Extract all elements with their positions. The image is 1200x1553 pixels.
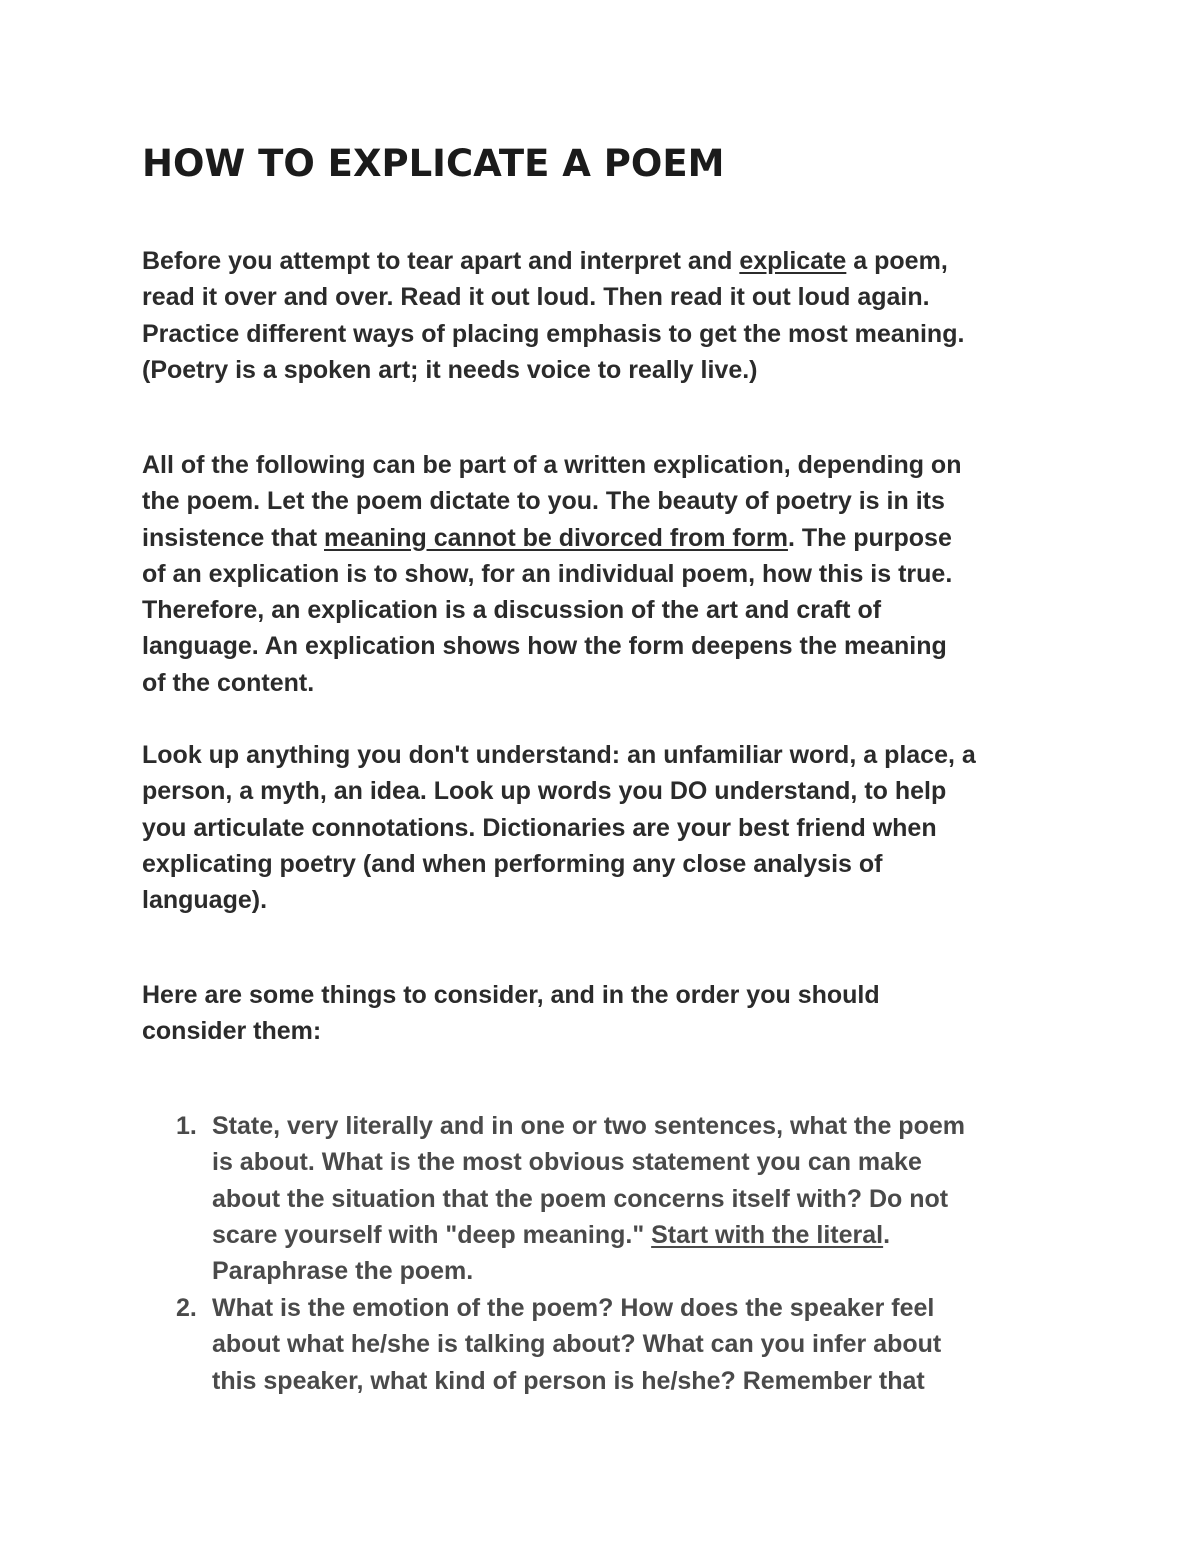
text-run: .: [883, 1220, 891, 1249]
paragraph-line: language).: [142, 886, 268, 915]
text-run: Before you attempt to tear apart and interpret and: [142, 247, 740, 275]
text-run: scare yourself with "deep meaning.": [212, 1220, 652, 1249]
list-item: [176, 1108, 1112, 1289]
list-item-line: What is the emotion of the poem? How does the speaker feel: [212, 1294, 935, 1322]
explication-purpose-paragraph: [142, 447, 1082, 701]
paragraph-line: language. An explication shows how the form deepens the meaning: [142, 632, 947, 661]
list-item-line: about the situation that the poem concerns itself with? Do not: [212, 1184, 949, 1213]
paragraph-line: read it over and over. Read it out loud. Then read it out loud again.: [142, 283, 930, 312]
look-up-paragraph: [142, 737, 1082, 918]
paragraph-line: of the content.: [142, 668, 315, 697]
list-item: [176, 1290, 1112, 1399]
list-item-line: [212, 1217, 1112, 1253]
paragraph-line: you articulate connotations. Dictionaries are your best friend when: [142, 813, 937, 842]
paragraph-line: Practice different ways of placing emphasis to get the most meaning.: [142, 319, 965, 348]
underlined-phrase-start-literal: Start with the literal: [651, 1220, 884, 1249]
paragraph-line: All of the following can be part of a written explication, depending on: [142, 451, 962, 479]
paragraph-line: explicating poetry (and when performing any close analysis of: [142, 849, 883, 878]
list-item-line: about what he/she is talking about? What can you infer about: [212, 1330, 942, 1359]
paragraph-line: Here are some things to consider, and in the order you should: [142, 981, 880, 1009]
paragraph-line: [142, 243, 1082, 279]
list-item-line: State, very literally and in one or two sentences, what the poem: [212, 1112, 965, 1140]
list-item-line: is about. What is the most obvious statement you can make: [212, 1148, 922, 1177]
text-run: insistence that: [142, 523, 324, 552]
page-title: HOW TO EXPLICATE A POEM: [142, 142, 725, 185]
paragraph-line: (Poetry is a spoken art; it needs voice to really live.): [142, 355, 758, 384]
paragraph-line: the poem. Let the poem dictate to you. The beauty of poetry is in its: [142, 487, 945, 516]
paragraph-line: Therefore, an explication is a discussion of the art and craft of: [142, 596, 882, 625]
paragraph-line: person, a myth, an idea. Look up words you DO understand, to help: [142, 777, 947, 806]
list-item-number: 1.: [176, 1112, 197, 1140]
paragraph-line: of an explication is to show, for an individual poem, how this is true.: [142, 559, 953, 588]
underlined-phrase-meaning-form: meaning cannot be divorced from form: [324, 523, 788, 552]
text-run: a poem,: [846, 247, 948, 275]
paragraph-line: [142, 520, 1082, 556]
text-run: . The purpose: [787, 523, 952, 552]
list-item-line: Paraphrase the poem.: [212, 1257, 474, 1286]
paragraph-line: consider them:: [142, 1017, 322, 1046]
list-item-number: 2.: [176, 1294, 197, 1322]
underlined-term-explicate: explicate: [739, 247, 847, 275]
intro-paragraph: [142, 243, 1082, 388]
list-item-line: this speaker, what kind of person is he/she? Remember that: [212, 1366, 925, 1395]
paragraph-line: Look up anything you don't understand: an unfamiliar word, a place, a: [142, 741, 976, 769]
things-to-consider-paragraph: [142, 977, 1082, 1050]
